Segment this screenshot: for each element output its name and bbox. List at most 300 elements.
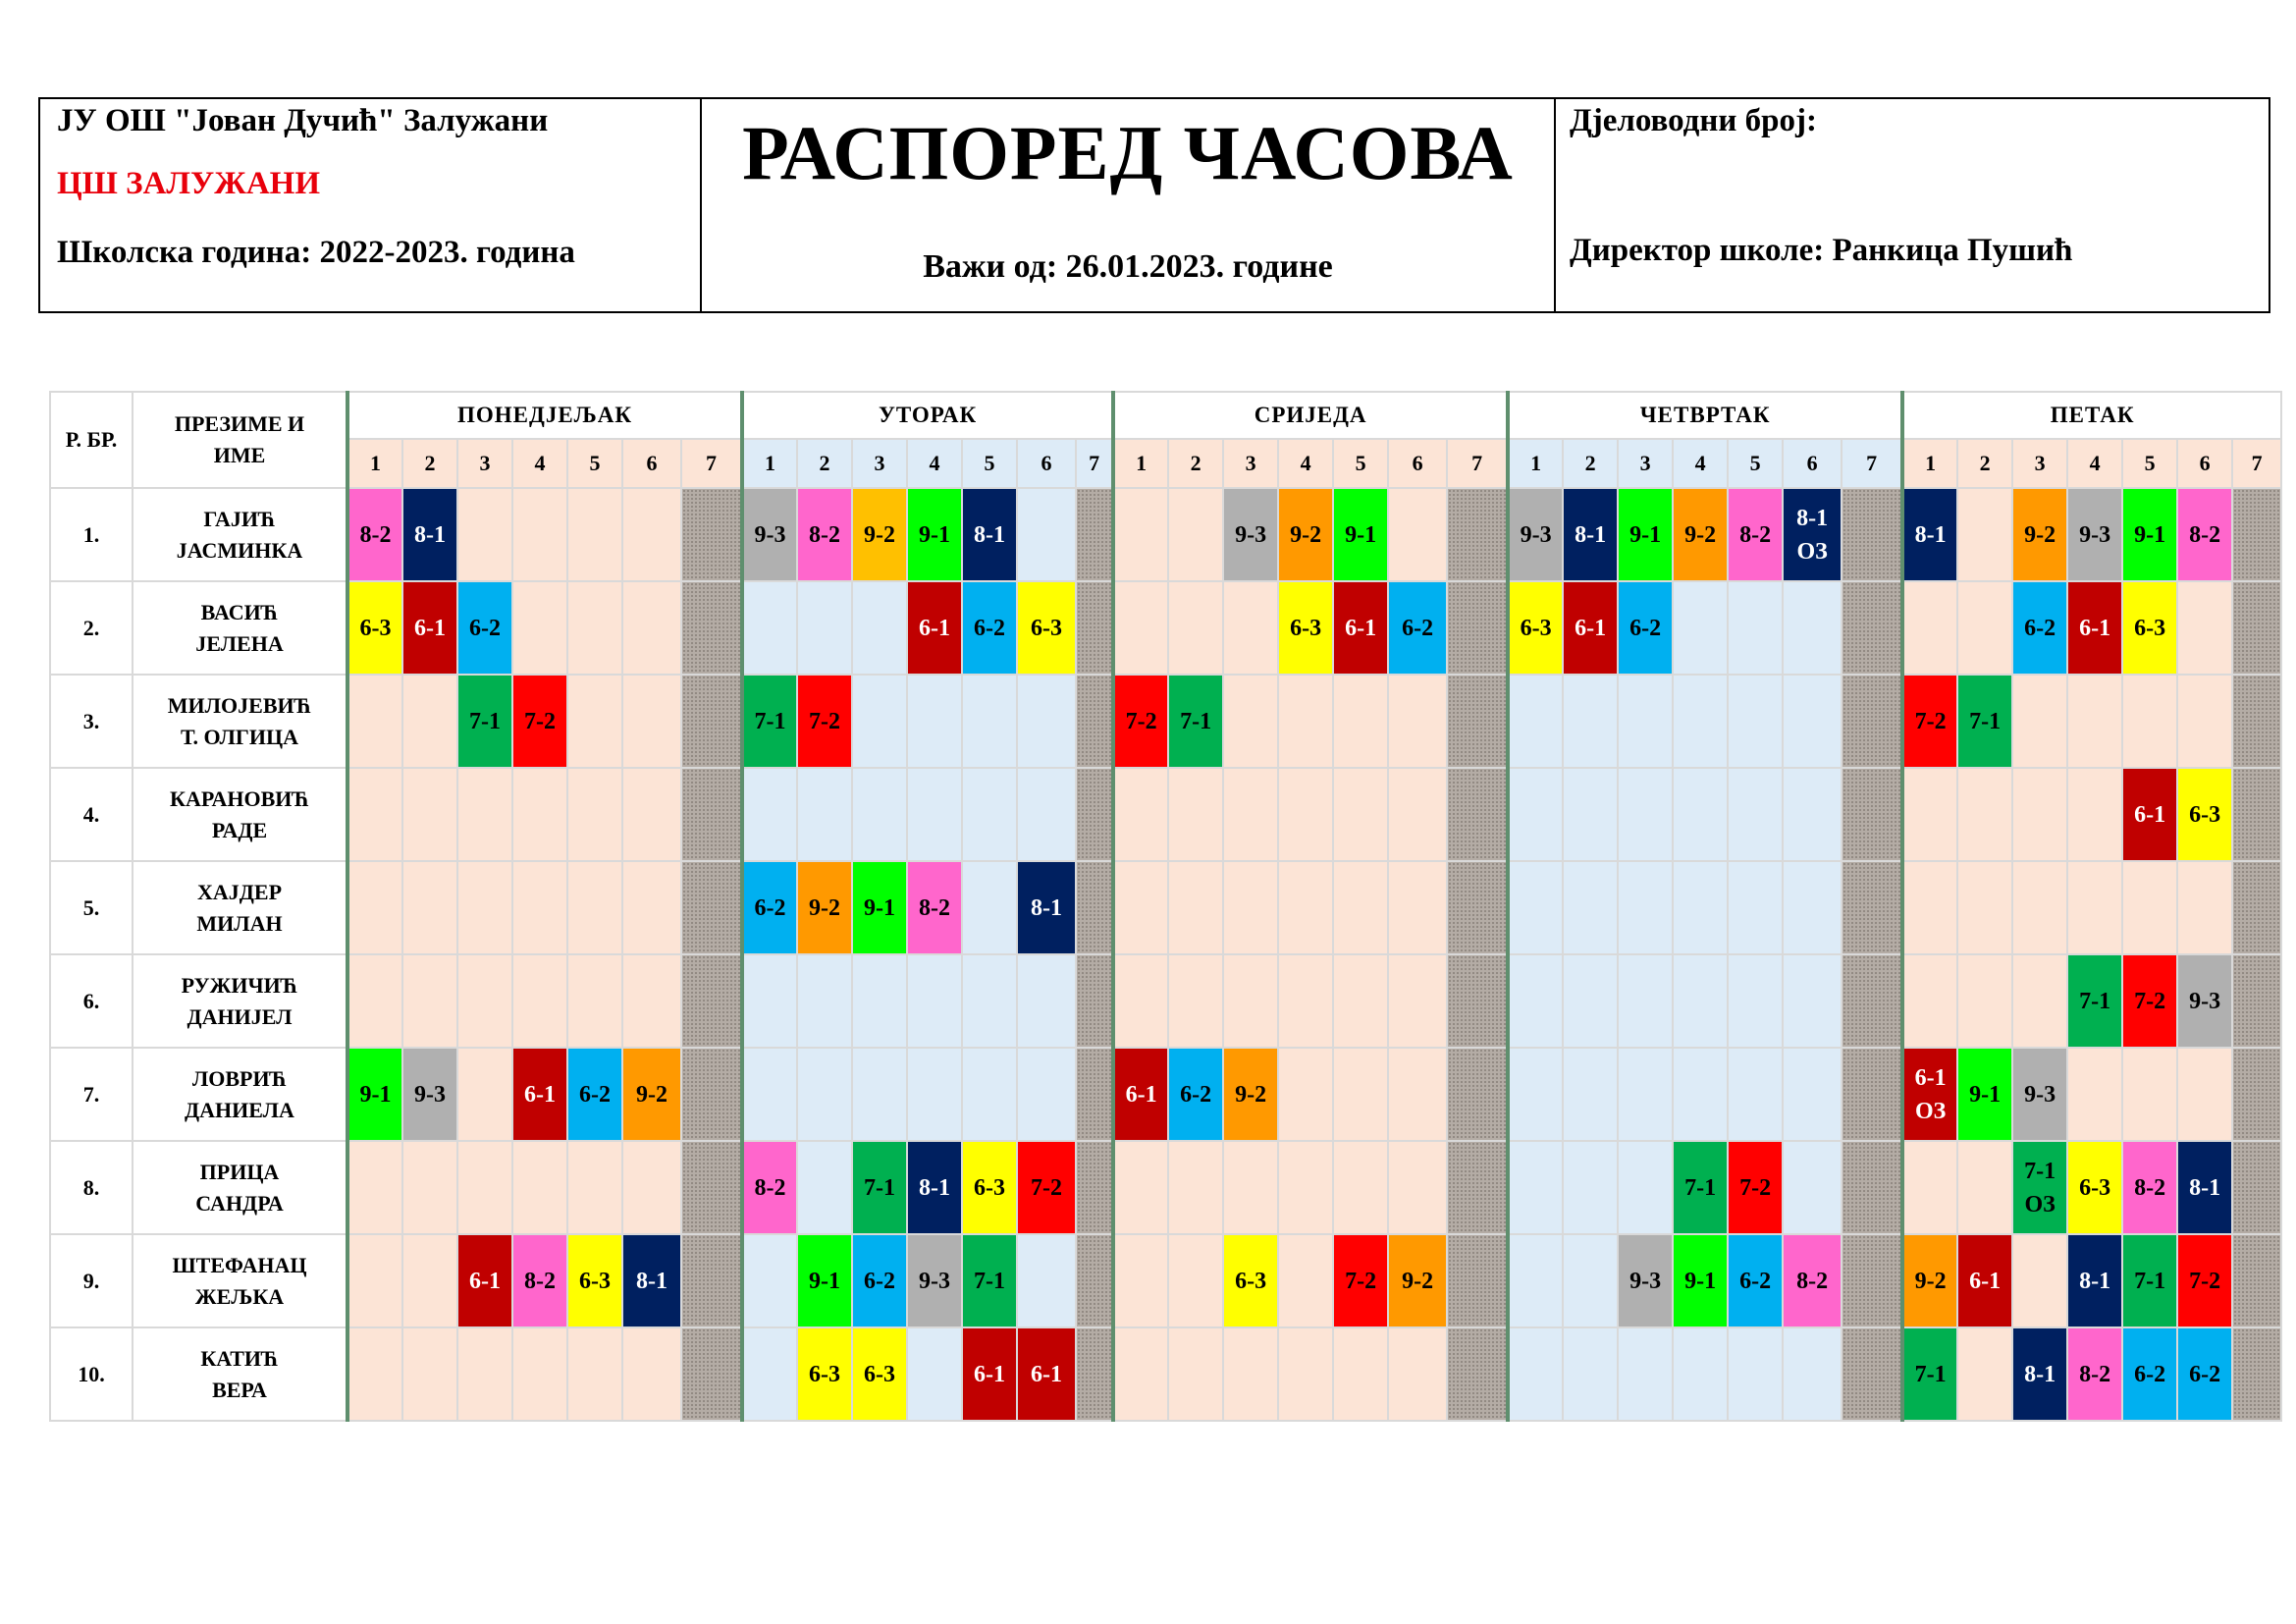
schedule-cell xyxy=(1902,581,1957,675)
schedule-cell xyxy=(1563,768,1618,861)
schedule-cell xyxy=(742,768,797,861)
schedule-cell xyxy=(1508,581,1563,675)
schedule-cell xyxy=(2122,488,2177,581)
schedule-cell xyxy=(1783,954,1842,1048)
schedule-cell xyxy=(1957,1327,2012,1421)
schedule-cell xyxy=(797,954,852,1048)
schedule-cell xyxy=(1223,861,1278,954)
class-label: 9-3 xyxy=(2079,521,2111,548)
schedule-cell xyxy=(1508,861,1563,954)
schedule-cell xyxy=(1076,1141,1113,1234)
class-label: 9-3 xyxy=(1520,521,1552,548)
schedule-cell xyxy=(962,861,1017,954)
class-label: 7-1 xyxy=(1969,708,2002,734)
period-header: 6 xyxy=(1783,439,1842,488)
teacher-name xyxy=(133,1141,347,1234)
class-label: 6-3 xyxy=(1520,615,1552,641)
school-year: Школска година: 2022-2023. година xyxy=(57,235,575,270)
class-label: 6-2 xyxy=(864,1268,896,1294)
schedule-cell xyxy=(1563,1327,1618,1421)
class-label: 6-3 xyxy=(974,1174,1006,1201)
schedule-cell xyxy=(2122,581,2177,675)
schedule-cell xyxy=(1957,675,2012,768)
schedule-cell xyxy=(1223,675,1278,768)
schedule-cell xyxy=(622,1327,681,1421)
class-label: 8-1 xyxy=(2189,1174,2221,1201)
schedule-cell xyxy=(457,488,512,581)
schedule-cell xyxy=(1278,861,1333,954)
schedule-cell xyxy=(1563,1141,1618,1234)
schedule-cell xyxy=(797,675,852,768)
schedule-cell xyxy=(512,1141,567,1234)
class-label: 6-3 xyxy=(864,1361,896,1387)
schedule-cell xyxy=(2122,768,2177,861)
period-header: 3 xyxy=(457,439,512,488)
schedule-cell xyxy=(1388,1048,1447,1141)
schedule-cell xyxy=(622,1048,681,1141)
schedule-cell xyxy=(2232,954,2281,1048)
class-label: 7-2 xyxy=(1914,708,1947,734)
schedule-cell xyxy=(1563,861,1618,954)
class-label: 6-2 xyxy=(1629,615,1662,641)
schedule-cell xyxy=(1447,1327,1508,1421)
table-row xyxy=(50,581,2281,675)
schedule-cell xyxy=(402,768,457,861)
schedule-cell xyxy=(402,861,457,954)
schedule-cell xyxy=(1728,768,1783,861)
schedule-cell xyxy=(402,1141,457,1234)
schedule-cell xyxy=(2232,488,2281,581)
schedule-cell xyxy=(681,954,742,1048)
schedule-cell xyxy=(1113,1234,1168,1327)
schedule-cell xyxy=(907,581,962,675)
schedule-cell xyxy=(1618,954,1673,1048)
schedule-cell xyxy=(742,954,797,1048)
schedule-cell xyxy=(742,1141,797,1234)
period-header: 2 xyxy=(1168,439,1223,488)
schedule-cell xyxy=(2012,581,2067,675)
schedule-cell xyxy=(1783,1327,1842,1421)
schedule-cell xyxy=(1223,1048,1278,1141)
schedule-cell xyxy=(567,1234,622,1327)
schedule-cell xyxy=(1902,488,1957,581)
schedule-cell xyxy=(1618,1048,1673,1141)
schedule-cell xyxy=(1017,488,1076,581)
schedule-cell xyxy=(1563,581,1618,675)
period-header: 4 xyxy=(907,439,962,488)
schedule-cell xyxy=(402,581,457,675)
schedule-cell xyxy=(1842,1234,1902,1327)
class-label: 6-2 xyxy=(2189,1361,2221,1387)
schedule-cell xyxy=(1508,1327,1563,1421)
schedule-cell xyxy=(1223,954,1278,1048)
schedule-cell xyxy=(1957,1234,2012,1327)
schedule-cell xyxy=(2012,861,2067,954)
schedule-cell xyxy=(1076,768,1113,861)
schedule-cell xyxy=(1333,1048,1388,1141)
class-label: 9-1 xyxy=(1629,521,1662,548)
schedule-cell xyxy=(512,768,567,861)
schedule-cell xyxy=(2232,768,2281,861)
teacher-surname: ГАЈИЋ xyxy=(203,506,276,531)
schedule-cell xyxy=(1017,1234,1076,1327)
col-header-name xyxy=(133,392,347,488)
class-label: 6-1 xyxy=(1575,615,1607,641)
schedule-cell xyxy=(742,1327,797,1421)
schedule-cell xyxy=(622,488,681,581)
schedule-cell xyxy=(1783,768,1842,861)
schedule-cell xyxy=(2122,1327,2177,1421)
period-header: 2 xyxy=(402,439,457,488)
schedule-cell xyxy=(1278,1141,1333,1234)
schedule-cell xyxy=(1113,1141,1168,1234)
schedule-cell xyxy=(1076,1048,1113,1141)
schedule-cell xyxy=(1508,675,1563,768)
schedule-cell xyxy=(347,954,402,1048)
teacher-name xyxy=(133,768,347,861)
schedule-cell xyxy=(1278,954,1333,1048)
schedule-cell xyxy=(1618,1234,1673,1327)
schedule-cell xyxy=(681,1327,742,1421)
class-label: 8-1 xyxy=(1796,505,1829,531)
schedule-cell xyxy=(1842,488,1902,581)
row-number: 7. xyxy=(50,1048,133,1141)
class-label: 7-1 xyxy=(469,708,501,734)
schedule-cell xyxy=(512,861,567,954)
schedule-cell xyxy=(1168,675,1223,768)
schedule-cell xyxy=(512,581,567,675)
teacher-surname: МИЛОЈЕВИЋ xyxy=(167,692,312,718)
schedule-cell xyxy=(852,861,907,954)
schedule-cell xyxy=(1842,954,1902,1048)
schedule-cell xyxy=(622,1141,681,1234)
class-label: 9-1 xyxy=(1345,521,1377,548)
schedule-cell xyxy=(907,1234,962,1327)
schedule-cell xyxy=(1333,954,1388,1048)
schedule-cell xyxy=(567,581,622,675)
class-label: 9-1 xyxy=(1684,1268,1717,1294)
teacher-surname: КАТИЋ xyxy=(200,1345,279,1371)
day-header: УТОРАК xyxy=(742,392,1113,439)
schedule-cell xyxy=(1388,675,1447,768)
schedule-cell xyxy=(1278,1048,1333,1141)
schedule-cell xyxy=(742,675,797,768)
schedule-cell xyxy=(1842,675,1902,768)
schedule-cell xyxy=(402,1234,457,1327)
teacher-firstname: МИЛАН xyxy=(196,910,283,936)
teacher-firstname: САНДРА xyxy=(195,1190,284,1216)
schedule-cell xyxy=(2232,1327,2281,1421)
teacher-name xyxy=(133,1234,347,1327)
schedule-cell xyxy=(681,581,742,675)
schedule-cell xyxy=(1783,1234,1842,1327)
schedule-cell xyxy=(1902,1048,1957,1141)
branch-name: ЦШ ЗАЛУЖАНИ xyxy=(57,166,321,201)
schedule-cell xyxy=(681,1234,742,1327)
schedule-cell xyxy=(567,861,622,954)
schedule-cell xyxy=(797,581,852,675)
schedule-cell xyxy=(681,1141,742,1234)
director: Директор школе: Ранкица Пушић xyxy=(1570,233,2073,268)
schedule-cell xyxy=(962,1327,1017,1421)
schedule-cell xyxy=(2012,1327,2067,1421)
class-label: 9-3 xyxy=(1235,521,1267,548)
schedule-cell xyxy=(742,1048,797,1141)
class-label: 6-2 xyxy=(1402,615,1434,641)
schedule-cell xyxy=(1113,1048,1168,1141)
schedule-cell xyxy=(1076,1327,1113,1421)
schedule-cell xyxy=(1333,1234,1388,1327)
schedule-cell xyxy=(1168,1234,1223,1327)
schedule-cell xyxy=(2067,1048,2122,1141)
schedule-cell xyxy=(1508,488,1563,581)
class-label: 8-2 xyxy=(754,1174,786,1201)
class-label: 6-3 xyxy=(1290,615,1322,641)
schedule-cell xyxy=(1223,1234,1278,1327)
table-row xyxy=(50,1327,2281,1421)
schedule-cell xyxy=(1168,581,1223,675)
schedule-cell xyxy=(1447,581,1508,675)
class-label: 6-2 xyxy=(974,615,1006,641)
class-label: 9-3 xyxy=(414,1081,446,1108)
schedule-cell xyxy=(1017,581,1076,675)
schedule-cell xyxy=(1728,488,1783,581)
title-box xyxy=(702,99,1556,311)
schedule-cell xyxy=(1388,861,1447,954)
teacher-firstname: ЈАСМИНКА xyxy=(176,537,303,563)
period-header: 5 xyxy=(962,439,1017,488)
class-label: 9-1 xyxy=(919,521,951,548)
class-label: 9-1 xyxy=(359,1081,392,1108)
schedule-cell xyxy=(1728,675,1783,768)
schedule-cell xyxy=(681,488,742,581)
period-header: 2 xyxy=(797,439,852,488)
teacher-surname: ШТЕФАНАЦ xyxy=(172,1252,307,1277)
schedule-cell xyxy=(1842,1327,1902,1421)
class-label: 6-2 xyxy=(579,1081,611,1108)
schedule-cell xyxy=(622,675,681,768)
schedule-cell xyxy=(567,488,622,581)
schedule-cell xyxy=(347,1327,402,1421)
class-label: 8-2 xyxy=(2079,1361,2111,1387)
schedule-cell xyxy=(2177,675,2232,768)
schedule-cell xyxy=(1278,768,1333,861)
class-label: 6-2 xyxy=(2134,1361,2166,1387)
schedule-cell xyxy=(1783,675,1842,768)
class-label: 6-2 xyxy=(469,615,501,641)
schedule-cell xyxy=(1113,581,1168,675)
schedule-cell xyxy=(2177,861,2232,954)
schedule-cell xyxy=(907,861,962,954)
schedule-cell xyxy=(797,768,852,861)
schedule-cell xyxy=(962,954,1017,1048)
class-label: 8-1 xyxy=(974,521,1006,548)
class-label: 8-2 xyxy=(1739,521,1772,548)
class-label: 7-1 xyxy=(2079,988,2111,1014)
schedule-cell xyxy=(1447,1234,1508,1327)
schedule-cell xyxy=(681,1048,742,1141)
schedule-cell xyxy=(742,488,797,581)
schedule-cell xyxy=(512,1048,567,1141)
period-header: 7 xyxy=(1076,439,1113,488)
schedule-cell xyxy=(512,1234,567,1327)
schedule-cell xyxy=(2177,954,2232,1048)
schedule-cell xyxy=(457,1234,512,1327)
schedule-cell xyxy=(1508,1048,1563,1141)
schedule-cell xyxy=(2122,954,2177,1048)
period-header: 3 xyxy=(852,439,907,488)
schedule-cell xyxy=(2012,768,2067,861)
schedule-cell xyxy=(1388,954,1447,1048)
class-label: 6-1 xyxy=(919,615,951,641)
schedule-cell xyxy=(1902,861,1957,954)
class-label: 9-3 xyxy=(2024,1081,2056,1108)
class-label: 6-3 xyxy=(1235,1268,1267,1294)
schedule-cell xyxy=(2012,675,2067,768)
day-header: ПОНЕДЈЕЉАК xyxy=(347,392,742,439)
valid-from: Важи од: 26.01.2023. године xyxy=(923,248,1333,285)
class-label: 7-1 xyxy=(1180,708,1212,734)
class-label: 6-2 xyxy=(1739,1268,1772,1294)
row-number: 5. xyxy=(50,861,133,954)
class-label: 6-1 xyxy=(1914,1064,1947,1091)
period-header: 1 xyxy=(742,439,797,488)
schedule-cell xyxy=(1673,768,1728,861)
schedule-cell xyxy=(1508,954,1563,1048)
class-label: 8-2 xyxy=(809,521,841,548)
schedule-cell xyxy=(2177,1327,2232,1421)
schedule-cell xyxy=(1728,1234,1783,1327)
teacher-name xyxy=(133,488,347,581)
schedule-cell xyxy=(2067,1327,2122,1421)
class-label: 7-2 xyxy=(809,708,841,734)
schedule-cell xyxy=(907,1141,962,1234)
schedule-cell xyxy=(1333,1327,1388,1421)
schedule-cell xyxy=(2232,675,2281,768)
class-label: 6-1 xyxy=(974,1361,1006,1387)
schedule-cell xyxy=(1278,488,1333,581)
period-header: 6 xyxy=(2177,439,2232,488)
schedule-cell xyxy=(457,768,512,861)
schedule-cell xyxy=(1902,1327,1957,1421)
schedule-cell xyxy=(1673,675,1728,768)
period-header: 7 xyxy=(681,439,742,488)
schedule-cell xyxy=(1673,488,1728,581)
period-header: 1 xyxy=(347,439,402,488)
schedule-cell xyxy=(1783,1141,1842,1234)
schedule-cell xyxy=(622,1234,681,1327)
schedule-cell xyxy=(2122,675,2177,768)
schedule-cell xyxy=(2232,1141,2281,1234)
schedule-cell xyxy=(1223,1327,1278,1421)
schedule-cell xyxy=(2122,1048,2177,1141)
class-label: 7-2 xyxy=(2189,1268,2221,1294)
schedule-cell xyxy=(1728,581,1783,675)
class-label: 9-1 xyxy=(809,1268,841,1294)
schedule-cell xyxy=(2067,581,2122,675)
schedule-cell xyxy=(962,581,1017,675)
period-header: 3 xyxy=(1223,439,1278,488)
page-title: РАСПОРЕД ЧАСОВА xyxy=(742,110,1514,195)
schedule-cell xyxy=(347,861,402,954)
table-row xyxy=(50,1234,2281,1327)
teacher-surname: КАРАНОВИЋ xyxy=(170,785,309,811)
schedule-cell xyxy=(797,861,852,954)
schedule-cell xyxy=(2067,1141,2122,1234)
class-label: 8-2 xyxy=(919,894,951,921)
schedule-cell xyxy=(457,1048,512,1141)
schedule-cell xyxy=(2012,954,2067,1048)
period-header: 7 xyxy=(1842,439,1902,488)
schedule-cell xyxy=(2177,1234,2232,1327)
schedule-cell xyxy=(1673,954,1728,1048)
schedule-cell xyxy=(1902,675,1957,768)
schedule-cell xyxy=(1017,1327,1076,1421)
class-label: 9-1 xyxy=(1969,1081,2002,1108)
day-header: ЧЕТВРТАК xyxy=(1508,392,1902,439)
schedule-cell xyxy=(2177,1048,2232,1141)
row-number: 6. xyxy=(50,954,133,1048)
schedule-cell xyxy=(2067,768,2122,861)
period-header: 4 xyxy=(1673,439,1728,488)
period-header: 3 xyxy=(1618,439,1673,488)
class-label: 7-1 xyxy=(974,1268,1006,1294)
schedule-cell xyxy=(907,954,962,1048)
schedule-cell xyxy=(2232,861,2281,954)
row-number: 10. xyxy=(50,1327,133,1421)
class-label: 7-2 xyxy=(1125,708,1157,734)
class-label: 9-2 xyxy=(1290,521,1322,548)
schedule-cell xyxy=(962,768,1017,861)
class-label: 7-1 xyxy=(1914,1361,1947,1387)
schedule-cell xyxy=(402,488,457,581)
class-label: 7-1 xyxy=(2024,1158,2056,1184)
schedule-cell xyxy=(1508,1141,1563,1234)
schedule-cell xyxy=(907,488,962,581)
schedule-cell xyxy=(1388,1327,1447,1421)
schedule-cell xyxy=(2067,954,2122,1048)
schedule-cell xyxy=(1076,1234,1113,1327)
period-header: 6 xyxy=(1017,439,1076,488)
schedule-cell xyxy=(2177,1141,2232,1234)
schedule-cell xyxy=(742,1234,797,1327)
schedule-cell xyxy=(1278,581,1333,675)
schedule-cell xyxy=(2177,581,2232,675)
schedule-cell xyxy=(2232,1048,2281,1141)
class-label: 8-1 xyxy=(414,521,446,548)
schedule-cell xyxy=(567,1327,622,1421)
schedule-cell xyxy=(1902,954,1957,1048)
schedule-cell xyxy=(1333,581,1388,675)
schedule-cell xyxy=(1447,768,1508,861)
schedule-cell xyxy=(1957,581,2012,675)
period-header: 2 xyxy=(1563,439,1618,488)
schedule-cell xyxy=(1618,1141,1673,1234)
schedule-cell xyxy=(797,1234,852,1327)
class-label: 8-1 xyxy=(2024,1361,2056,1387)
teacher-firstname: ДАНИЈЕЛ xyxy=(187,1003,293,1029)
schedule-cell xyxy=(1333,488,1388,581)
schedule-cell xyxy=(347,768,402,861)
schedule-cell xyxy=(962,1048,1017,1141)
schedule-cell xyxy=(1902,1141,1957,1234)
period-header: 2 xyxy=(1957,439,2012,488)
class-label: 6-1 xyxy=(469,1268,501,1294)
class-label: 7-1 xyxy=(754,708,786,734)
schedule-cell xyxy=(1673,861,1728,954)
schedule-cell xyxy=(1563,488,1618,581)
teacher-firstname: ЈЕЛЕНА xyxy=(195,630,284,656)
